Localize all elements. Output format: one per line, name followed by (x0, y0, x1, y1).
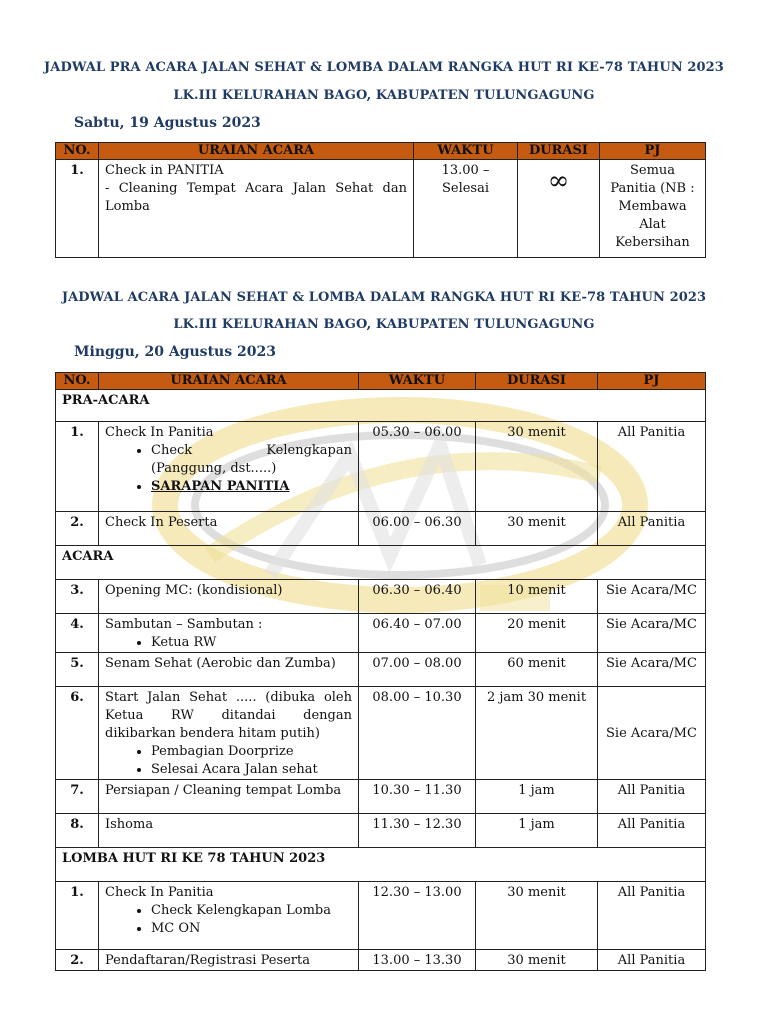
row-pj: Sie Acara/MC (598, 614, 706, 653)
table-row (56, 580, 706, 614)
row-no: 2. (56, 950, 99, 971)
row-waktu: 06.00 – 06.30 (359, 512, 476, 546)
row-durasi: 30 menit (476, 950, 598, 971)
table-row (56, 814, 706, 848)
table-row (56, 687, 706, 780)
row-text: Start Jalan Sehat ..... (dibuka oleh Ketua RW ditandai dengan dikibarkan bendera hitam putih) (105, 690, 352, 741)
row-text: Senam Sehat (Aerobic dan Zumba) (99, 653, 359, 687)
row-no: 5. (56, 653, 99, 687)
row-durasi: 10 menit (476, 580, 598, 614)
row-pj: All Panitia (598, 780, 706, 814)
row-text: Ishoma (99, 814, 359, 848)
schedule-table-2 (55, 372, 706, 971)
row-text: Check In Peserta (99, 512, 359, 546)
section2-subtitle: LK.III KELURAHAN BAGO, KABUPATEN TULUNGAGUNG (173, 317, 595, 332)
table-row (56, 160, 706, 258)
table-row (56, 780, 706, 814)
row-waktu: 10.30 – 11.30 (359, 780, 476, 814)
row-durasi: 30 menit (476, 882, 598, 950)
col-header-durasi: DURASI (518, 143, 600, 160)
row-waktu: 05.30 – 06.00 (359, 422, 476, 512)
row-waktu: 13.00 – 13.30 (359, 950, 476, 971)
group-row-acara (56, 546, 706, 580)
row-waktu: 12.30 – 13.00 (359, 882, 476, 950)
section1-subtitle: LK.III KELURAHAN BAGO, KABUPATEN TULUNGAGUNG (173, 88, 595, 103)
group-label: ACARA (56, 546, 706, 580)
row-text: Check In Panitia (105, 885, 214, 900)
table-row (56, 614, 706, 653)
col-header-waktu: WAKTU (359, 373, 476, 390)
row-text: Opening MC: (kondisional) (99, 580, 359, 614)
col-header-waktu: WAKTU (414, 143, 518, 160)
row-durasi: 1 jam (476, 814, 598, 848)
table-row (56, 422, 706, 512)
table-row (56, 882, 706, 950)
row-durasi: 30 menit (476, 422, 598, 512)
row-no: 8. (56, 814, 99, 848)
row-pj: Sie Acara/MC (598, 687, 706, 780)
row-durasi: 60 menit (476, 653, 598, 687)
row-waktu: 08.00 – 10.30 (359, 687, 476, 780)
row-bullet: • SARAPAN PANITIA (151, 478, 352, 496)
row-pj: All Panitia (598, 882, 706, 950)
row-no: 1. (56, 160, 99, 258)
infinity-symbol: ∞ (547, 166, 570, 196)
row-uraian (99, 882, 359, 950)
row-uraian (99, 422, 359, 512)
group-row-pra-acara (56, 390, 706, 422)
row-text: Pendaftaran/Registrasi Peserta (99, 950, 359, 971)
row-bullet: • Selesai Acara Jalan sehat (151, 761, 352, 779)
row-bullet: • Check Kelengkapan (Panggung, dst.....) (151, 442, 352, 478)
section1-date: Sabtu, 19 Agustus 2023 (74, 115, 261, 131)
group-label: LOMBA HUT RI KE 78 TAHUN 2023 (56, 848, 706, 882)
row-waktu: 11.30 – 12.30 (359, 814, 476, 848)
col-header-pj: PJ (598, 373, 706, 390)
row-no: 2. (56, 512, 99, 546)
section1-title: JADWAL PRA ACARA JALAN SEHAT & LOMBA DALAM RANGKA HUT RI KE-78 TAHUN 2023 (44, 60, 724, 75)
row-waktu: 06.40 – 07.00 (359, 614, 476, 653)
row-text: Persiapan / Cleaning tempat Lomba (99, 780, 359, 814)
row-no: 1. (56, 882, 99, 950)
row-pj: Sie Acara/MC (598, 580, 706, 614)
row-waktu: 07.00 – 08.00 (359, 653, 476, 687)
row-durasi: 20 menit (476, 614, 598, 653)
row-no: 6. (56, 687, 99, 780)
group-label: PRA-ACARA (56, 390, 706, 422)
row-pj: All Panitia (598, 950, 706, 971)
row-uraian-line1: Check in PANITIA (105, 163, 224, 178)
row-pj: All Panitia (598, 422, 706, 512)
row-bullet: • Ketua RW (151, 634, 352, 652)
table-header-row (56, 143, 706, 160)
row-no: 1. (56, 422, 99, 512)
row-no: 3. (56, 580, 99, 614)
row-durasi: 2 jam 30 menit (476, 687, 598, 780)
table-row (56, 950, 706, 971)
section2-title: JADWAL ACARA JALAN SEHAT & LOMBA DALAM RANGKA HUT RI KE-78 TAHUN 2023 (61, 290, 707, 305)
row-durasi (518, 160, 600, 258)
row-uraian-line2: - Cleaning Tempat Acara Jalan Sehat dan Lomba (105, 181, 407, 214)
col-header-no: NO. (56, 143, 99, 160)
row-durasi: 1 jam (476, 780, 598, 814)
table-row (56, 653, 706, 687)
row-bullet: • Pembagian Doorprize (151, 743, 352, 761)
schedule-table-1 (55, 142, 706, 258)
row-pj: All Panitia (598, 512, 706, 546)
row-durasi: 30 menit (476, 512, 598, 546)
group-row-lomba (56, 848, 706, 882)
section2-date: Minggu, 20 Agustus 2023 (74, 344, 276, 360)
row-pj: Sie Acara/MC (598, 653, 706, 687)
col-header-no: NO. (56, 373, 99, 390)
row-pj: Semua Panitia (NB : Membawa Alat Kebersihan (600, 160, 706, 258)
row-text: Sambutan – Sambutan : (105, 617, 263, 632)
row-waktu: 06.30 – 06.40 (359, 580, 476, 614)
row-bullet: • MC ON (151, 920, 352, 938)
col-header-pj: PJ (600, 143, 706, 160)
row-waktu: 13.00 – Selesai (414, 160, 518, 258)
row-text: Check In Panitia (105, 425, 214, 440)
row-uraian (99, 614, 359, 653)
row-no: 4. (56, 614, 99, 653)
row-no: 7. (56, 780, 99, 814)
table-row (56, 512, 706, 546)
row-uraian (99, 687, 359, 780)
row-pj: All Panitia (598, 814, 706, 848)
row-uraian (99, 160, 414, 258)
row-bullet: • Check Kelengkapan Lomba (151, 902, 352, 920)
col-header-uraian: URAIAN ACARA (99, 143, 414, 160)
col-header-uraian: URAIAN ACARA (99, 373, 359, 390)
table-header-row (56, 373, 706, 390)
col-header-durasi: DURASI (476, 373, 598, 390)
